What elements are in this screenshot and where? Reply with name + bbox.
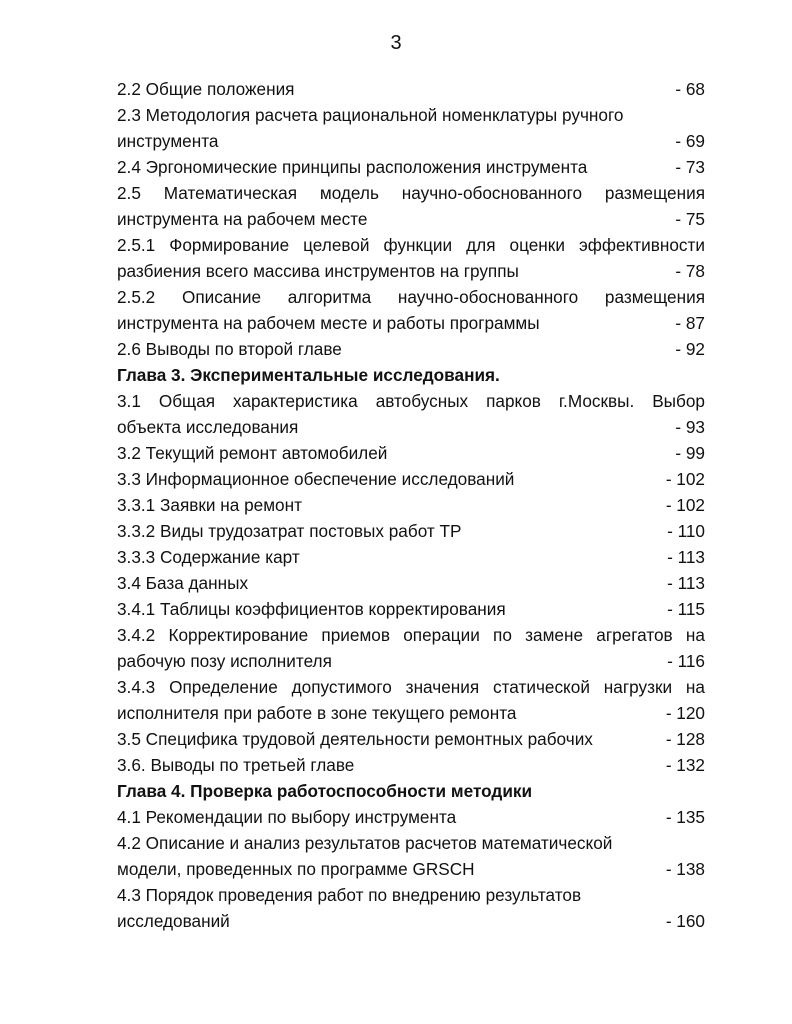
toc-row	[117, 492, 705, 518]
toc-row	[117, 752, 705, 778]
toc-entry-page: - 120	[665, 703, 705, 723]
toc-entry-title: 3.2 Текущий ремонт автомобилей	[117, 443, 388, 463]
toc-entry-page: - 135	[665, 807, 705, 827]
toc-row	[117, 700, 705, 726]
toc-entry-title-continued: инструмента на рабочем месте	[117, 209, 368, 229]
toc-row	[117, 856, 705, 882]
toc-entry-page: - 92	[675, 339, 705, 359]
toc-entry-title: 3.3.2 Виды трудозатрат постовых работ ТР	[117, 521, 462, 541]
toc-entry-title: 2.5 Математическая модель научно-обоснованного размещения	[117, 183, 705, 203]
toc-entry-title: 3.4.3 Определение допустимого значения статической нагрузки на	[117, 677, 705, 697]
toc-entry	[117, 440, 705, 466]
toc-entry-title: 4.3 Порядок проведения работ по внедрению результатов	[117, 885, 582, 905]
toc-entry-page: - 113	[667, 547, 705, 567]
toc-entry-title: 2.4 Эргономические принципы расположения инструмента	[117, 157, 588, 177]
toc-entry-title: 3.3.1 Заявки на ремонт	[117, 495, 302, 515]
toc-entry-page: - 113	[667, 573, 705, 593]
toc-entry-page: - 138	[665, 859, 705, 879]
toc-entry	[117, 596, 705, 622]
toc-entry	[117, 388, 705, 440]
toc-row	[117, 128, 705, 154]
toc-entry-title: 3.4 База данных	[117, 573, 249, 593]
toc-row	[117, 804, 705, 830]
toc-entry-page: - 110	[667, 521, 705, 541]
toc-entry-title-continued: разбиения всего массива инструментов на группы	[117, 261, 519, 281]
toc-entry	[117, 232, 705, 284]
toc-entry-page: - 102	[665, 495, 705, 515]
toc-entry-title: 3.3.3 Содержание карт	[117, 547, 300, 567]
toc-entry-title: 2.6 Выводы по второй главе	[117, 339, 342, 359]
toc-row	[117, 154, 705, 180]
toc-entry-page: - 68	[675, 79, 705, 99]
toc-entry-title-continued: исследований	[117, 911, 230, 931]
toc-row	[117, 726, 705, 752]
toc-row	[117, 336, 705, 362]
toc-entry	[117, 570, 705, 596]
toc-entry-title: 2.5.1 Формирование целевой функции для оценки эффективности	[117, 235, 705, 255]
toc-entry	[117, 726, 705, 752]
table-of-contents	[117, 76, 705, 934]
toc-row	[117, 596, 705, 622]
toc-row	[117, 544, 705, 570]
toc-entry-title: 3.1 Общая характеристика автобусных парков г.Москвы. Выбор	[117, 391, 705, 411]
toc-entry	[117, 76, 705, 102]
toc-entry-page: - 78	[675, 261, 705, 281]
toc-row	[117, 908, 705, 934]
toc-entry	[117, 466, 705, 492]
toc-entry-title-continued: рабочую позу исполнителя	[117, 651, 332, 671]
toc-entry	[117, 830, 705, 882]
toc-entry-page: - 93	[675, 417, 705, 437]
toc-row	[117, 648, 705, 674]
toc-entry-title: 4.2 Описание и анализ результатов расчетов математической	[117, 833, 613, 853]
toc-entry-title: 3.5 Специфика трудовой деятельности ремонтных рабочих	[117, 729, 593, 749]
toc-entry-title: 3.3 Информационное обеспечение исследований	[117, 469, 515, 489]
toc-entry-page: - 116	[667, 651, 705, 671]
toc-entry-page: - 132	[665, 755, 705, 775]
toc-row	[117, 206, 705, 232]
toc-entry-title-continued: объекта исследования	[117, 417, 299, 437]
toc-entry-title: 3.4.1 Таблицы коэффициентов корректирования	[117, 599, 506, 619]
toc-entry	[117, 102, 705, 154]
toc-row	[117, 258, 705, 284]
toc-entry-title: 2.2 Общие положения	[117, 79, 295, 99]
toc-entry-page: - 115	[667, 599, 705, 619]
toc-entry	[117, 518, 705, 544]
toc-entry	[117, 804, 705, 830]
toc-entry	[117, 882, 705, 934]
toc-row	[117, 518, 705, 544]
toc-entry	[117, 544, 705, 570]
toc-entry-title-continued: модели, проведенных по программе GRSCH	[117, 859, 475, 879]
toc-entry-title-continued: инструмента	[117, 131, 219, 151]
toc-entry-title-continued: исполнителя при работе в зоне текущего ремонта	[117, 703, 517, 723]
toc-entry-title: 2.5.2 Описание алгоритма научно-обоснованного размещения	[117, 287, 705, 307]
toc-entry	[117, 154, 705, 180]
toc-entry-page: - 99	[675, 443, 705, 463]
chapter-heading: Глава 3. Экспериментальные исследования.	[117, 365, 500, 385]
toc-row	[117, 310, 705, 336]
toc-entry	[117, 674, 705, 726]
toc-row	[117, 440, 705, 466]
toc-entry	[117, 336, 705, 362]
toc-entry	[117, 180, 705, 232]
toc-entry-title: 2.3 Методология расчета рациональной номенклатуры ручного	[117, 105, 624, 125]
toc-entry	[117, 492, 705, 518]
page-number: 3	[390, 32, 402, 54]
toc-entry-page: - 87	[675, 313, 705, 333]
toc-entry	[117, 622, 705, 674]
toc-entry-title-continued: инструмента на рабочем месте и работы программы	[117, 313, 540, 333]
toc-entry-page: - 128	[665, 729, 705, 749]
toc-entry-title: 3.6. Выводы по третьей главе	[117, 755, 355, 775]
toc-row	[117, 414, 705, 440]
chapter-heading: Глава 4. Проверка работоспособности методики	[117, 781, 533, 801]
toc-entry	[117, 752, 705, 778]
toc-row	[117, 76, 705, 102]
toc-entry-page: - 73	[675, 157, 705, 177]
toc-entry-page: - 160	[665, 911, 705, 931]
toc-entry-page: - 102	[665, 469, 705, 489]
toc-entry-page: - 75	[675, 209, 705, 229]
toc-entry	[117, 284, 705, 336]
toc-entry-page: - 69	[675, 131, 705, 151]
toc-entry-title: 4.1 Рекомендации по выбору инструмента	[117, 807, 457, 827]
toc-row	[117, 570, 705, 596]
toc-entry-title: 3.4.2 Корректирование приемов операции по замене агрегатов на	[117, 625, 705, 645]
toc-row	[117, 466, 705, 492]
